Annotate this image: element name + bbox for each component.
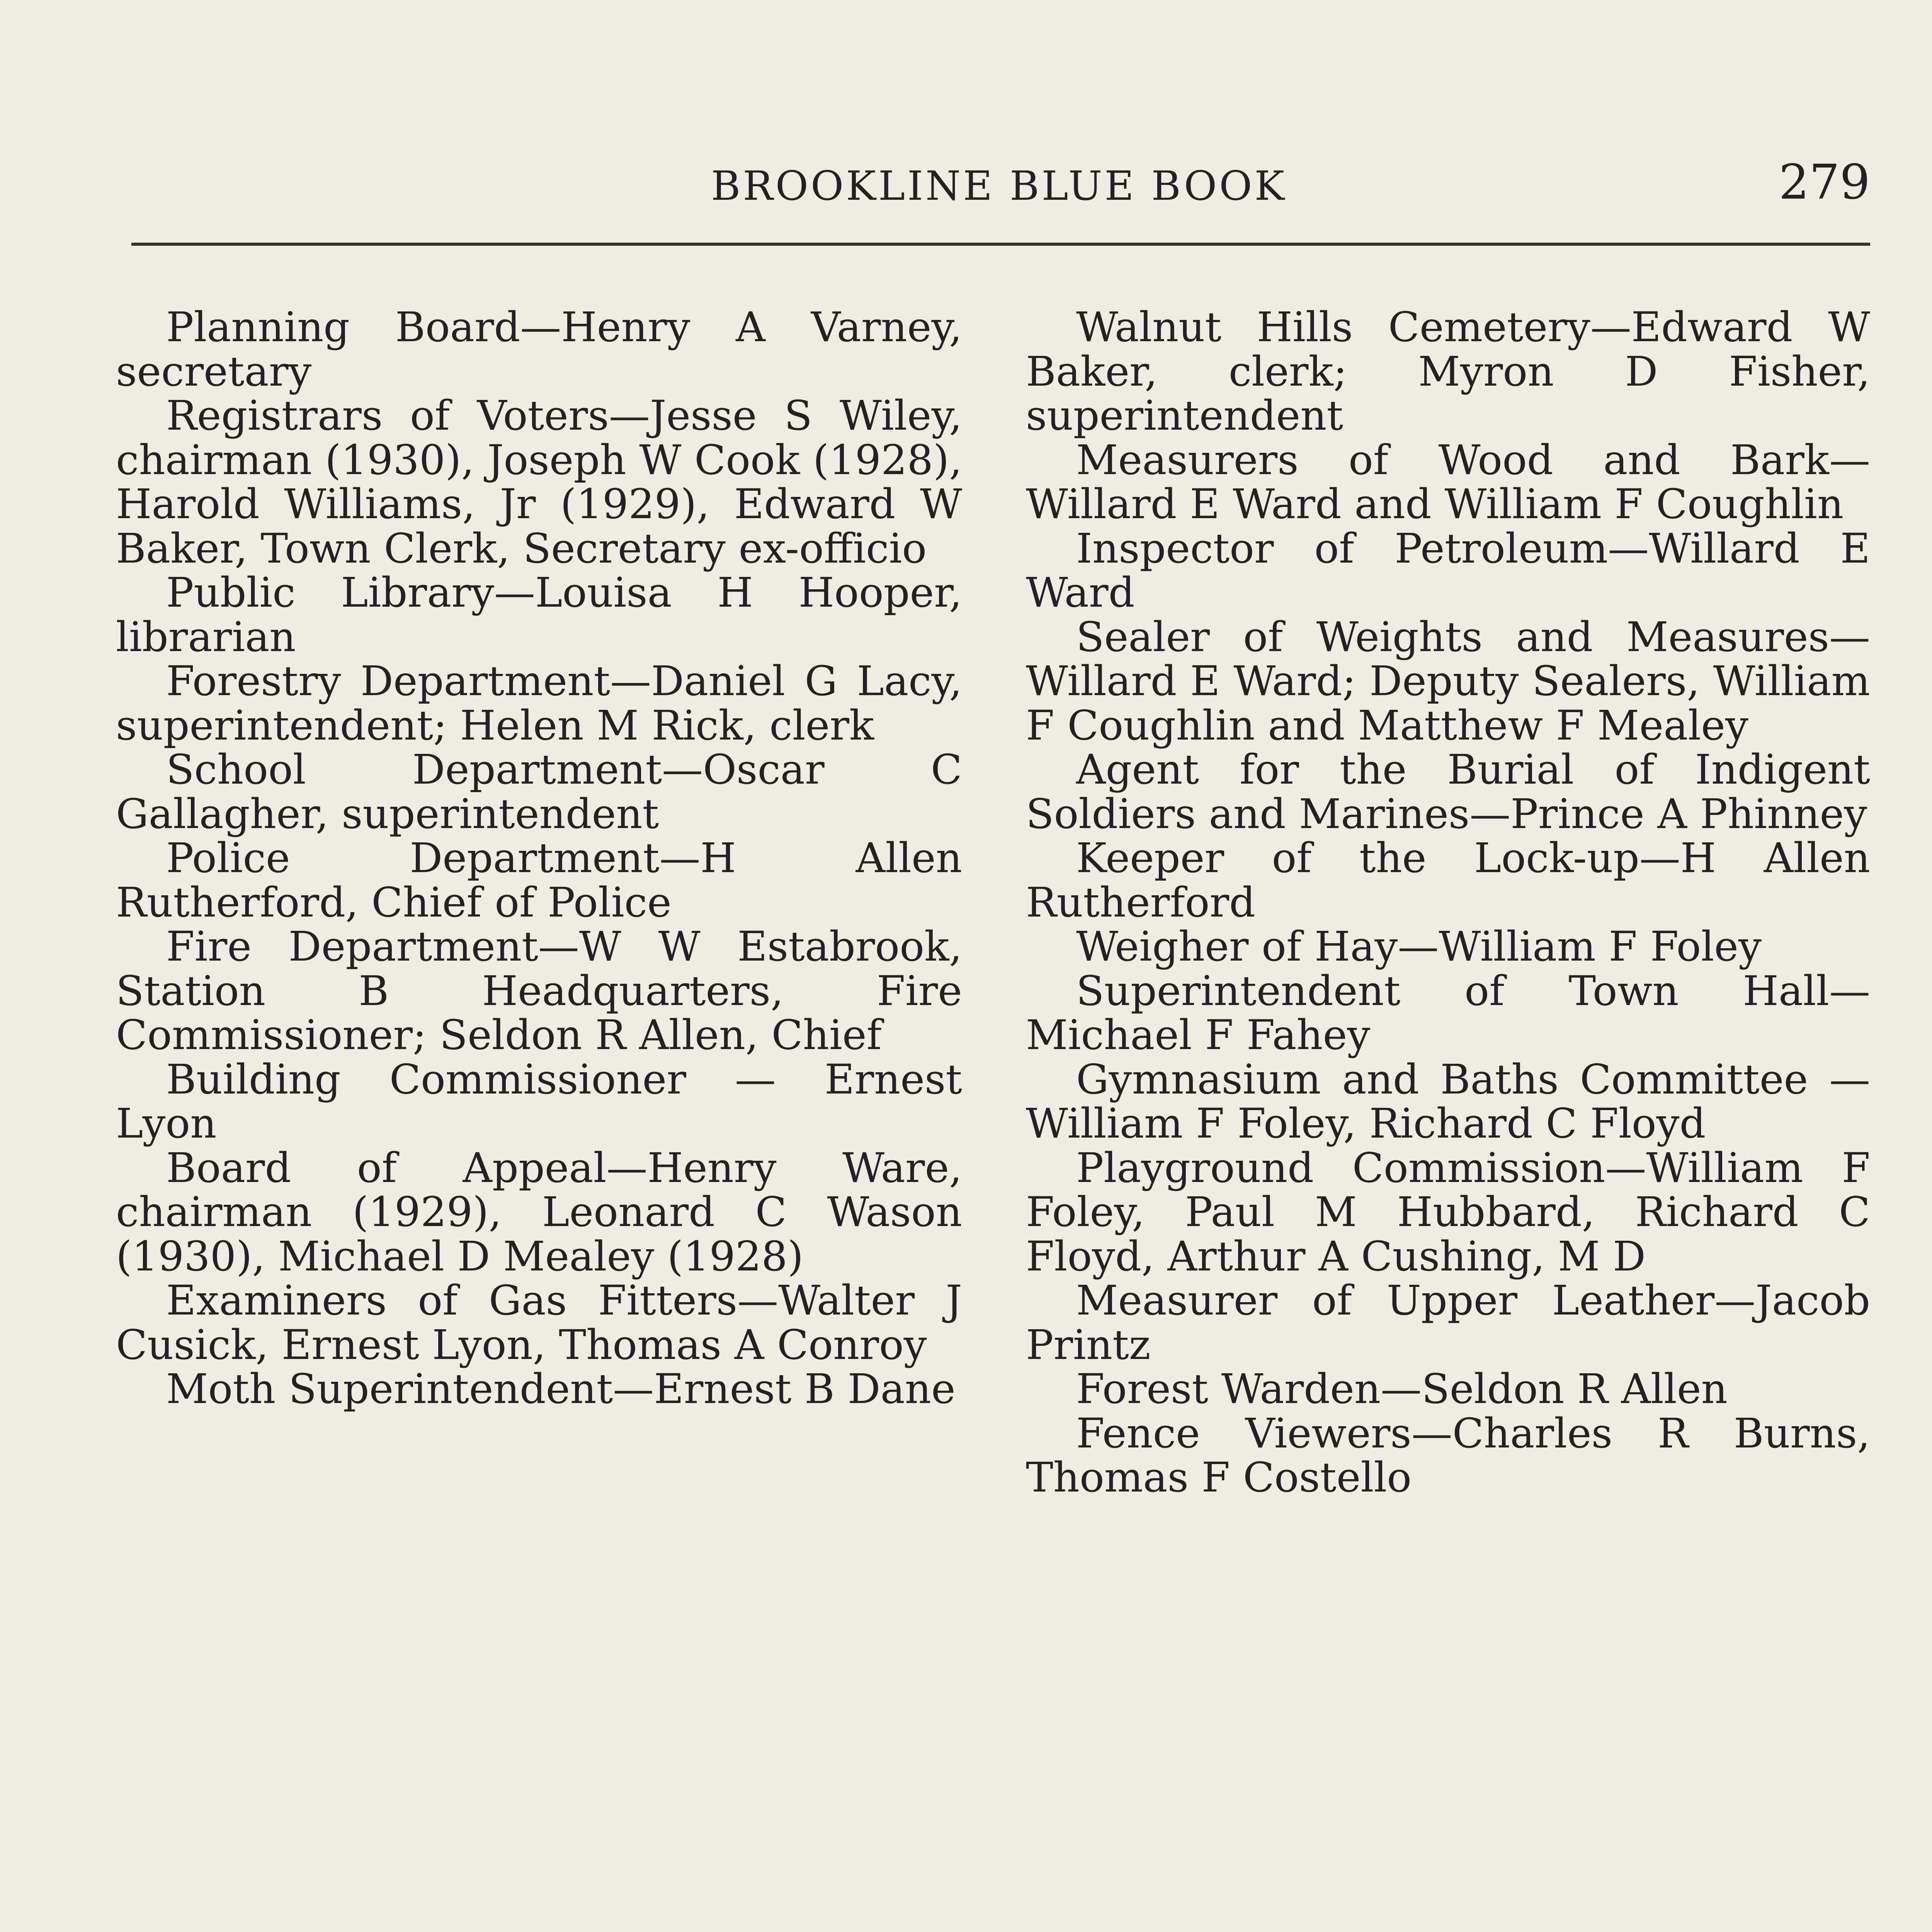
- running-head: BROOKLINE BLUE BOOK: [711, 162, 1287, 209]
- page-number: 279: [1779, 155, 1870, 210]
- entry-registrars-of-voters: Registrars of Voters—Jesse S Wiley, chairman (1930), Joseph W Cook (1928), Harold Williams, Jr (1929), Edward W Baker, Town Clerk, Secretary ex-officio: [116, 392, 962, 572]
- entry-walnut-hills-cemetery: Walnut Hills Cemetery—Edward W Baker, clerk; Myron D Fisher, superintendent: [1026, 303, 1870, 439]
- entry-playground-commission: Playground Commission—William F Foley, Paul M Hubbard, Richard C Floyd, Arthur A Cushing, M D: [1026, 1144, 1870, 1280]
- right-column: [1026, 305, 1870, 1500]
- entry-weigher-of-hay: Weigher of Hay—William F Foley: [1076, 923, 1762, 970]
- entry-board-of-appeal: Board of Appeal—Henry Ware, chairman (1929), Leonard C Wason (1930), Michael D Mealey (1928): [116, 1144, 962, 1280]
- entry-school-department: School Department—Oscar C Gallagher, superintendent: [116, 746, 962, 838]
- entry-weights-and-measures: Sealer of Weights and Measures—Willard E Ward; Deputy Sealers, William F Coughlin and Matthew F Mealey: [1026, 613, 1870, 749]
- entry-wood-and-bark: Measurers of Wood and Bark—Willard E Ward and William F Coughlin: [1026, 436, 1870, 528]
- left-column: [116, 305, 962, 1412]
- entry-fire-department: Fire Department—W W Estabrook, Station B Headquarters, Fire Commissioner; Seldon R Allen, Chief: [116, 923, 962, 1059]
- entry-gas-fitters: Examiners of Gas Fitters—Walter J Cusick, Ernest Lyon, Thomas A Conroy: [116, 1277, 962, 1369]
- entry-planning-board: Planning Board—Henry A Varney, secretary: [116, 303, 962, 395]
- entry-burial-agent: Agent for the Burial of Indigent Soldiers and Marines—Prince A Phinney: [1026, 746, 1870, 838]
- entry-public-library: Public Library—Louisa H Hooper, librarian: [116, 569, 962, 661]
- page-header: [124, 155, 1870, 224]
- header-rule: [131, 243, 1870, 246]
- entry-moth-superintendent: Moth Superintendent—Ernest B Dane: [166, 1365, 956, 1413]
- entry-lock-up-keeper: Keeper of the Lock-up—H Allen Rutherford: [1026, 834, 1870, 926]
- entry-fence-viewers: Fence Viewers—Charles R Burns, Thomas F Costello: [1026, 1409, 1870, 1501]
- entry-building-commissioner: Building Commissioner — Ernest Lyon: [116, 1055, 962, 1147]
- entry-forestry-department: Forestry Department—Daniel G Lacy, superintendent; Helen M Rick, clerk: [116, 657, 962, 749]
- entry-town-hall-superintendent: Superintendent of Town Hall— Michael F Fahey: [1026, 967, 1870, 1059]
- entry-forest-warden: Forest Warden—Seldon R Allen: [1076, 1365, 1728, 1413]
- entry-gymnasium-committee: Gymnasium and Baths Committee —William F Foley, Richard C Floyd: [1026, 1055, 1870, 1147]
- entry-upper-leather: Measurer of Upper Leather—Jacob Printz: [1026, 1277, 1870, 1369]
- entry-police-department: Police Department—H Allen Rutherford, Chief of Police: [116, 834, 962, 926]
- entry-inspector-of-petroleum: Inspector of Petroleum—Willard E Ward: [1026, 524, 1870, 616]
